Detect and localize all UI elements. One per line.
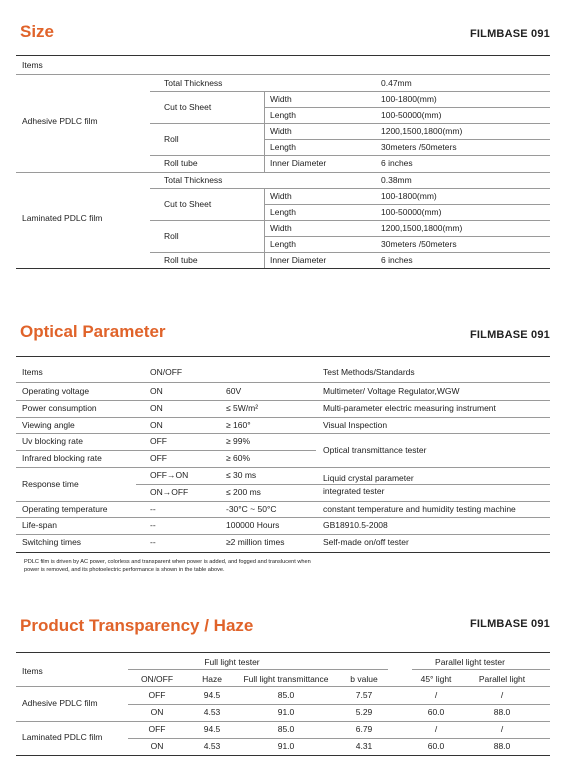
sub-label: Length xyxy=(270,142,296,152)
value-label: 6 inches xyxy=(381,158,413,168)
optical-state: OFF xyxy=(150,453,167,464)
param-label: Cut to Sheet xyxy=(164,199,212,209)
divider xyxy=(412,669,550,670)
group-name: Adhesive PDLC film xyxy=(22,116,98,126)
optical-state: ON xyxy=(150,386,163,396)
trans-45: 60.0 xyxy=(427,707,445,717)
optical-method: Multimeter/ Voltage Regulator,WGW xyxy=(323,386,460,396)
trans-b: 4.31 xyxy=(355,741,373,751)
divider xyxy=(150,91,550,92)
brand-label: FILMBASE 091 xyxy=(469,329,550,341)
value-label: 1200,1500,1800(mm) xyxy=(381,126,463,136)
trans-state: OFF xyxy=(148,690,166,700)
trans-group-name: Laminated PDLC film xyxy=(22,732,103,742)
optical-item: Infrared blocking rate xyxy=(22,453,102,464)
optical-item: Uv blocking rate xyxy=(22,436,83,447)
size-bottom-rule xyxy=(16,268,550,269)
optical-method-header: Test Methods/Standards xyxy=(323,367,415,377)
sub-label: Length xyxy=(270,110,296,120)
divider xyxy=(128,738,550,739)
divider xyxy=(264,139,550,140)
trans-items-header: Items xyxy=(22,666,43,676)
optical-bottom-rule xyxy=(16,552,550,553)
trans-haze: 4.53 xyxy=(203,707,221,717)
trans-full: 85.0 xyxy=(277,690,295,700)
full-light-header: Full light tester xyxy=(204,657,260,667)
parallel-header: Parallel light xyxy=(478,674,526,684)
brand-label: FILMBASE 091 xyxy=(469,28,550,40)
divider xyxy=(16,501,550,502)
trans-group-name: Adhesive PDLC film xyxy=(22,698,98,708)
sub-label: Inner Diameter xyxy=(270,158,327,168)
optical-value: ≥ 99% xyxy=(226,436,251,447)
divider xyxy=(264,92,265,172)
optical-top-rule xyxy=(16,356,550,357)
optical-value: ≥2 million times xyxy=(226,537,285,548)
param-label: Total Thickness xyxy=(164,78,223,88)
sub-label: Width xyxy=(270,126,292,136)
optical-note-line2: power is removed, and its photoelectric performance is shown in the table above. xyxy=(24,567,225,573)
optical-method: GB18910.5-2008 xyxy=(323,520,388,531)
trans-b: 7.57 xyxy=(355,690,373,700)
optical-value: ≥ 60% xyxy=(226,453,251,464)
optical-state-header: ON/OFF xyxy=(150,367,183,377)
divider xyxy=(150,155,550,156)
optical-state: ON xyxy=(150,402,163,413)
trans-full: 91.0 xyxy=(277,741,295,751)
trans-parallel: / xyxy=(500,724,504,734)
trans-parallel: / xyxy=(500,690,504,700)
param-label: Roll tube xyxy=(164,158,198,168)
optical-value: 100000 Hours xyxy=(226,520,280,531)
haze-header: Haze xyxy=(202,674,222,684)
divider xyxy=(264,189,265,269)
trans-haze: 94.5 xyxy=(203,690,221,700)
method-transmittance: Optical transmittance tester xyxy=(323,445,427,455)
optical-state: -- xyxy=(150,537,156,548)
full-trans-header: Full light transmittance xyxy=(243,674,329,684)
size-section-title: Size xyxy=(20,22,55,41)
value-label: 30meters /50meters xyxy=(381,239,457,249)
value-label: 100-1800(mm) xyxy=(381,94,437,104)
divider xyxy=(16,417,550,418)
param-label: Roll tube xyxy=(164,255,198,265)
optical-state: ON→OFF xyxy=(150,486,189,497)
sub-label: Length xyxy=(270,239,296,249)
trans-b: 6.79 xyxy=(355,724,373,734)
param-label: Cut to Sheet xyxy=(164,102,212,112)
param-label: Roll xyxy=(164,134,179,144)
onoff-header: ON/OFF xyxy=(140,674,174,684)
divider xyxy=(16,382,550,383)
transparency-bottom-rule xyxy=(16,755,550,756)
trans-parallel: 88.0 xyxy=(493,741,511,751)
transparency-section-title: Product Transparency / Haze xyxy=(20,616,254,635)
deg45-header: 45° light xyxy=(420,674,452,684)
optical-state: OFF→ON xyxy=(150,470,189,480)
sub-label: Width xyxy=(270,223,292,233)
divider xyxy=(16,433,550,434)
divider xyxy=(16,534,550,535)
divider xyxy=(150,123,550,124)
trans-45: / xyxy=(434,724,438,734)
optical-state: OFF xyxy=(150,436,167,447)
value-label: 0.38mm xyxy=(381,175,412,185)
trans-full: 91.0 xyxy=(277,707,295,717)
divider xyxy=(264,107,550,108)
optical-note-line1: PDLC film is driven by AC power, colorless and transparent when power is added, and fogged and translucent when xyxy=(24,559,311,565)
optical-item: Operating temperature xyxy=(22,503,108,514)
divider xyxy=(16,517,550,518)
divider xyxy=(16,450,316,451)
transparency-top-rule xyxy=(16,652,550,653)
value-label: 1200,1500,1800(mm) xyxy=(381,223,463,233)
size-top-rule xyxy=(16,55,550,56)
value-label: 100-50000(mm) xyxy=(381,110,442,120)
size-items-header: Items xyxy=(22,60,43,70)
value-label: 100-1800(mm) xyxy=(381,191,437,201)
trans-state: OFF xyxy=(148,724,166,734)
divider xyxy=(16,686,550,687)
optical-item: Life-span xyxy=(22,520,57,531)
trans-45: / xyxy=(434,690,438,700)
optical-state: ON xyxy=(150,419,163,430)
value-label: 30meters /50meters xyxy=(381,142,457,152)
optical-method: Multi-parameter electric measuring instrument xyxy=(323,402,496,413)
sub-label: Inner Diameter xyxy=(270,255,327,265)
optical-value: ≤ 200 ms xyxy=(226,486,261,497)
divider xyxy=(16,467,550,468)
optical-items-header: Items xyxy=(22,367,43,377)
divider xyxy=(264,204,550,205)
optical-note xyxy=(24,558,404,574)
trans-haze: 94.5 xyxy=(203,724,221,734)
parallel-light-header: Parallel light tester xyxy=(435,657,505,667)
optical-item: Response time xyxy=(22,479,79,489)
trans-parallel: 88.0 xyxy=(493,707,511,717)
trans-haze: 4.53 xyxy=(203,741,221,751)
optical-method: Visual Inspection xyxy=(323,419,388,430)
sub-label: Width xyxy=(270,94,292,104)
optical-value: ≤ 5W/m² xyxy=(226,402,259,413)
brand-label: FILMBASE 091 xyxy=(469,618,550,630)
optical-method: Self-made on/off tester xyxy=(323,537,409,548)
trans-b: 5.29 xyxy=(355,707,373,717)
optical-state: -- xyxy=(150,503,156,514)
sub-label: Length xyxy=(270,207,296,217)
optical-item: Viewing angle xyxy=(22,419,75,430)
method-lc-line2: integrated tester xyxy=(323,486,385,496)
divider xyxy=(16,172,550,173)
value-label: 6 inches xyxy=(381,255,413,265)
optical-section-title: Optical Parameter xyxy=(20,322,166,341)
optical-item: Switching times xyxy=(22,537,82,548)
sub-label: Width xyxy=(270,191,292,201)
divider xyxy=(264,236,550,237)
divider xyxy=(16,74,550,75)
optical-item: Operating voltage xyxy=(22,386,90,396)
method-lc-line1: Liquid crystal parameter xyxy=(323,473,414,483)
optical-method: constant temperature and humidity testing machine xyxy=(323,503,516,514)
optical-item: Power consumption xyxy=(22,402,97,413)
value-label: 100-50000(mm) xyxy=(381,207,442,217)
optical-value: ≥ 160° xyxy=(226,419,251,430)
optical-value: 60V xyxy=(226,386,242,396)
divider xyxy=(128,669,388,670)
divider xyxy=(128,704,550,705)
trans-45: 60.0 xyxy=(427,741,445,751)
optical-value: -30°C ~ 50°C xyxy=(226,503,277,514)
group-name: Laminated PDLC film xyxy=(22,213,103,223)
value-label: 0.47mm xyxy=(381,78,412,88)
param-label: Total Thickness xyxy=(164,175,223,185)
divider xyxy=(16,721,550,722)
optical-state: -- xyxy=(150,520,156,531)
divider xyxy=(16,400,550,401)
optical-value: ≤ 30 ms xyxy=(226,470,257,480)
param-label: Roll xyxy=(164,231,179,241)
trans-full: 85.0 xyxy=(277,724,295,734)
divider xyxy=(150,252,550,253)
trans-state: ON xyxy=(150,741,164,751)
divider xyxy=(150,188,550,189)
divider xyxy=(150,220,550,221)
trans-state: ON xyxy=(150,707,164,717)
b-value-header: b value xyxy=(350,674,378,684)
